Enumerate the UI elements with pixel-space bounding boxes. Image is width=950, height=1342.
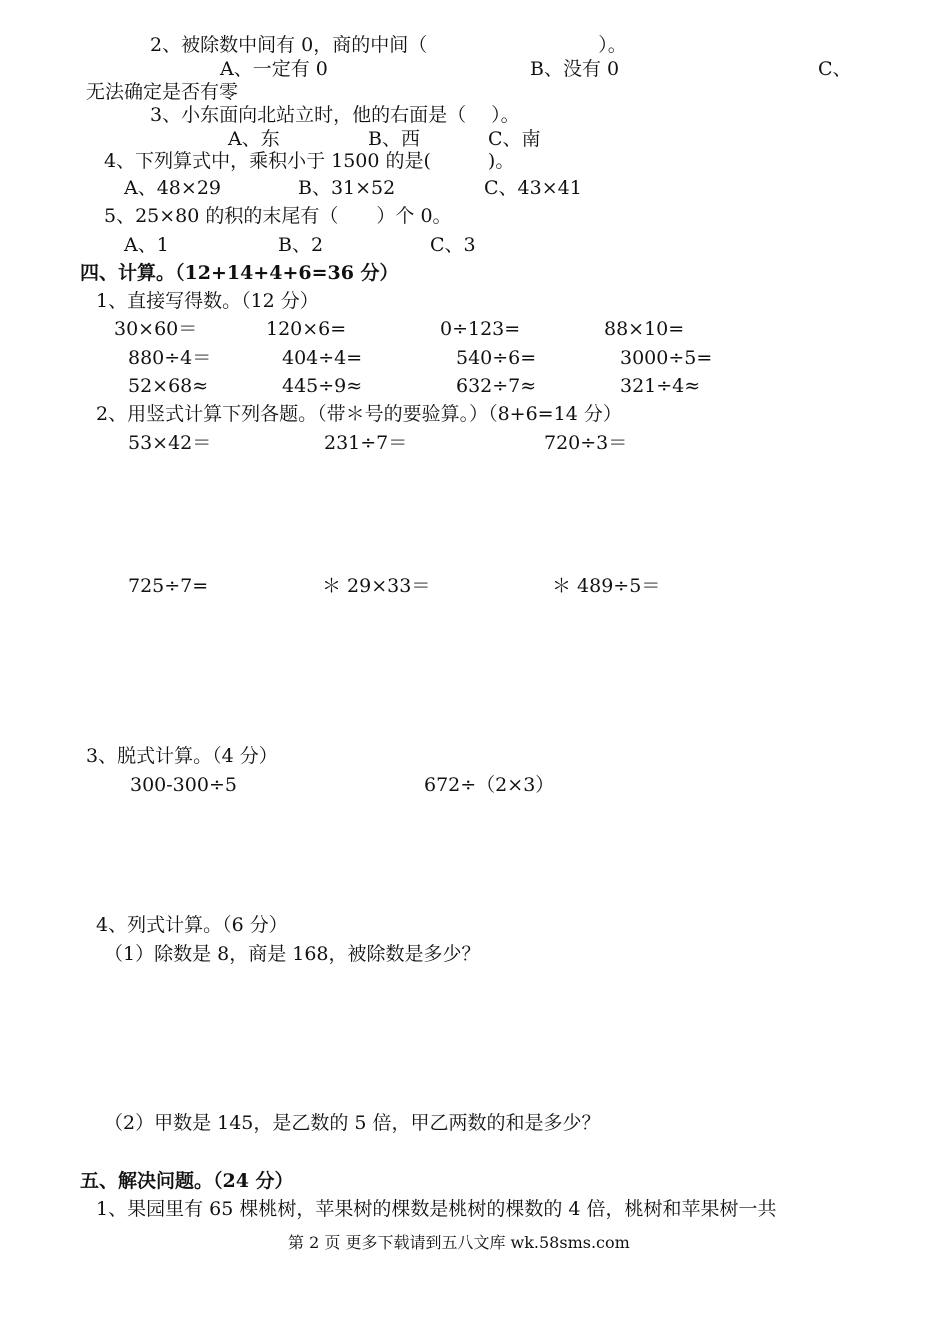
- vertical-item: 720÷3＝: [544, 432, 628, 454]
- section4-title: 四、计算。（12+14+4+6=36 分）: [80, 262, 399, 284]
- q2-option-c: C、: [818, 58, 852, 80]
- q4-option-a: A、48×29: [124, 177, 221, 199]
- oral-item: 120×6=: [266, 318, 347, 340]
- oral-item: 445÷9≈: [282, 375, 363, 397]
- stepwise-item: 672÷（2×3）: [424, 774, 555, 796]
- oral-item: 404÷4=: [282, 347, 363, 369]
- q4-option-c: C、43×41: [484, 177, 582, 199]
- q3-option-b: B、西: [368, 128, 420, 150]
- oral-item: 0÷123=: [440, 318, 521, 340]
- vertical-item: ＊ 29×33＝: [322, 575, 431, 597]
- stepwise-item: 300-300÷5: [130, 774, 237, 796]
- word-problem-1: （1）除数是 8，商是 168，被除数是多少？: [104, 943, 481, 965]
- oral-item: 321÷4≈: [620, 375, 701, 397]
- vertical-item: ＊ 489÷5＝: [552, 575, 661, 597]
- vertical-item: 725÷7=: [128, 575, 209, 597]
- q2-stem: 2、被除数中间有 0，商的中间（ ）。: [150, 34, 627, 56]
- page-footer: 第 2 页 更多下载请到五八文库 wk.58sms.com: [288, 1233, 630, 1252]
- part3-title: 3、脱式计算。（4 分）: [86, 745, 278, 767]
- oral-item: 30×60＝: [114, 318, 198, 340]
- q3-option-c: C、南: [488, 128, 541, 150]
- vertical-item: 231÷7＝: [324, 432, 408, 454]
- word-problem-2: （2）甲数是 145，是乙数的 5 倍，甲乙两数的和是多少？: [104, 1112, 601, 1134]
- q2-option-b: B、没有 0: [530, 58, 620, 80]
- part2-title: 2、用竖式计算下列各题。（带＊号的要验算。）（8+6=14 分）: [96, 403, 622, 425]
- q2-option-a: A、一定有 0: [220, 58, 328, 80]
- vertical-item: 53×42＝: [128, 432, 212, 454]
- problem-1: 1、果园里有 65 棵桃树，苹果树的棵数是桃树的棵数的 4 倍，桃树和苹果树一共: [96, 1198, 777, 1220]
- oral-item: 880÷4＝: [128, 347, 212, 369]
- part4-title: 4、列式计算。（6 分）: [96, 914, 288, 936]
- oral-item: 3000÷5=: [620, 347, 713, 369]
- q4-stem: 4、下列算式中，乘积小于 1500 的是( )。: [104, 150, 515, 172]
- oral-item: 88×10=: [604, 318, 685, 340]
- q5-option-b: B、2: [278, 234, 324, 256]
- q3-option-a: A、东: [228, 128, 280, 150]
- section5-title: 五、解决问题。（24 分）: [80, 1170, 294, 1192]
- q4-option-b: B、31×52: [298, 177, 396, 199]
- part1-title: 1、直接写得数。（12 分）: [96, 290, 319, 312]
- q2-option-c-text: 无法确定是否有零: [86, 81, 239, 103]
- oral-item: 52×68≈: [128, 375, 209, 397]
- q3-stem: 3、小东面向北站立时，他的右面是（ ）。: [150, 104, 520, 126]
- q5-option-a: A、1: [124, 234, 169, 256]
- oral-item: 540÷6=: [456, 347, 537, 369]
- oral-item: 632÷7≈: [456, 375, 537, 397]
- q5-stem: 5、25×80 的积的末尾有（ ）个 0。: [104, 205, 452, 227]
- q5-option-c: C、3: [430, 234, 476, 256]
